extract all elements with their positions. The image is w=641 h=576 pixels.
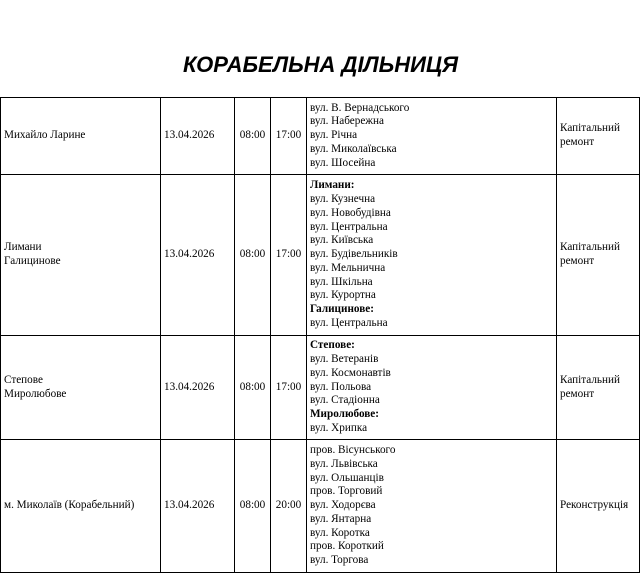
location-cell <box>1 336 161 440</box>
street-line: Лимани: <box>310 179 355 192</box>
date-value: 13.04.2026 <box>164 129 215 142</box>
streets-cell <box>307 175 557 336</box>
street-line: Галицинове: <box>310 303 374 316</box>
streets-cell <box>307 336 557 440</box>
street-line: вул. Центральна <box>310 220 388 233</box>
street-line: вул. Новобудівна <box>310 206 391 219</box>
location-line: м. Миколаїв (Корабельний) <box>4 499 135 512</box>
street-line: вул. Ольшанців <box>310 471 384 484</box>
street-line: пров. Короткий <box>310 540 384 553</box>
street-line: вул. Космонавтів <box>310 366 391 379</box>
end-time-cell <box>271 440 307 573</box>
date-cell <box>161 98 235 175</box>
street-line: вул. Будівельників <box>310 248 398 261</box>
street-line: пров. Вісунського <box>310 443 396 456</box>
work-type-line: ремонт <box>560 255 595 267</box>
location-line: Миролюбове <box>4 387 67 400</box>
date-value: 13.04.2026 <box>164 380 215 393</box>
start-time-cell <box>235 336 271 440</box>
street-line: вул. Кузнечна <box>310 192 376 205</box>
street-line: вул. Польова <box>310 380 372 393</box>
work-type-line: ремонт <box>560 136 595 148</box>
work-type-cell <box>557 175 640 336</box>
start-time-value: 08:00 <box>239 248 266 261</box>
street-line: вул. Миколаївська <box>310 142 397 155</box>
work-type-line: Капітальний <box>560 241 620 254</box>
work-type-line: Капітальний <box>560 373 620 386</box>
date-cell <box>161 336 235 440</box>
street-line: Степове: <box>310 339 355 352</box>
street-line: вул. Центральна <box>310 317 388 330</box>
work-type-line: Реконструкція <box>560 499 629 512</box>
street-line: вул. Торгова <box>310 554 369 567</box>
schedule-table-body <box>1 98 640 573</box>
end-time-cell <box>271 98 307 175</box>
date-cell <box>161 175 235 336</box>
location-cell <box>1 440 161 573</box>
start-time-cell <box>235 175 271 336</box>
end-time-value: 17:00 <box>275 248 302 261</box>
end-time-cell <box>271 175 307 336</box>
work-type-line: ремонт <box>560 387 595 400</box>
street-line: вул. Шкільна <box>310 275 373 288</box>
street-line: вул. Курортна <box>310 289 376 302</box>
street-line: вул. Стадіонна <box>310 394 380 407</box>
work-type-cell <box>557 98 640 175</box>
street-line: вул. Набережна <box>310 115 384 128</box>
date-cell <box>161 440 235 573</box>
street-line: вул. В. Вернадського <box>310 101 410 114</box>
schedule-table <box>0 97 640 573</box>
street-line: вул. Коротка <box>310 526 370 539</box>
table-row <box>1 440 640 573</box>
end-time-value: 20:00 <box>275 499 302 512</box>
table-row <box>1 175 640 336</box>
end-time-cell <box>271 336 307 440</box>
end-time-value: 17:00 <box>275 129 302 142</box>
start-time-cell <box>235 440 271 573</box>
streets-cell <box>307 98 557 175</box>
table-row <box>1 336 640 440</box>
work-type-line: Капітальний <box>560 122 620 135</box>
location-line: Лимани <box>4 241 42 254</box>
street-line: Миролюбове: <box>310 408 379 421</box>
street-line: вул. Ходорєва <box>310 499 376 512</box>
start-time-value: 08:00 <box>239 499 266 512</box>
street-line: вул. Мельнична <box>310 261 386 274</box>
location-line: Михайло Ларине <box>4 129 86 142</box>
start-time-value: 08:00 <box>239 129 266 142</box>
start-time-cell <box>235 98 271 175</box>
streets-cell <box>307 440 557 573</box>
work-type-cell <box>557 440 640 573</box>
work-type-cell <box>557 336 640 440</box>
street-line: вул. Ветеранів <box>310 353 379 365</box>
page-title: КОРАБЕЛЬНА ДІЛЬНИЦЯ <box>182 52 459 77</box>
location-line: Степове <box>4 373 43 386</box>
location-line: Галицинове <box>4 255 61 267</box>
street-line: вул. Шосейна <box>310 156 376 169</box>
location-cell <box>1 98 161 175</box>
street-line: вул. Хрипка <box>310 421 368 434</box>
table-row <box>1 98 640 175</box>
location-cell <box>1 175 161 336</box>
date-value: 13.04.2026 <box>164 248 215 261</box>
date-value: 13.04.2026 <box>164 499 215 512</box>
start-time-value: 08:00 <box>239 380 266 393</box>
street-line: вул. Річна <box>310 129 358 142</box>
end-time-value: 17:00 <box>275 380 302 393</box>
street-line: вул. Львівська <box>310 457 378 470</box>
street-line: вул. Київська <box>310 234 374 247</box>
street-line: вул. Янтарна <box>310 512 372 525</box>
street-line: пров. Торговий <box>310 485 383 498</box>
